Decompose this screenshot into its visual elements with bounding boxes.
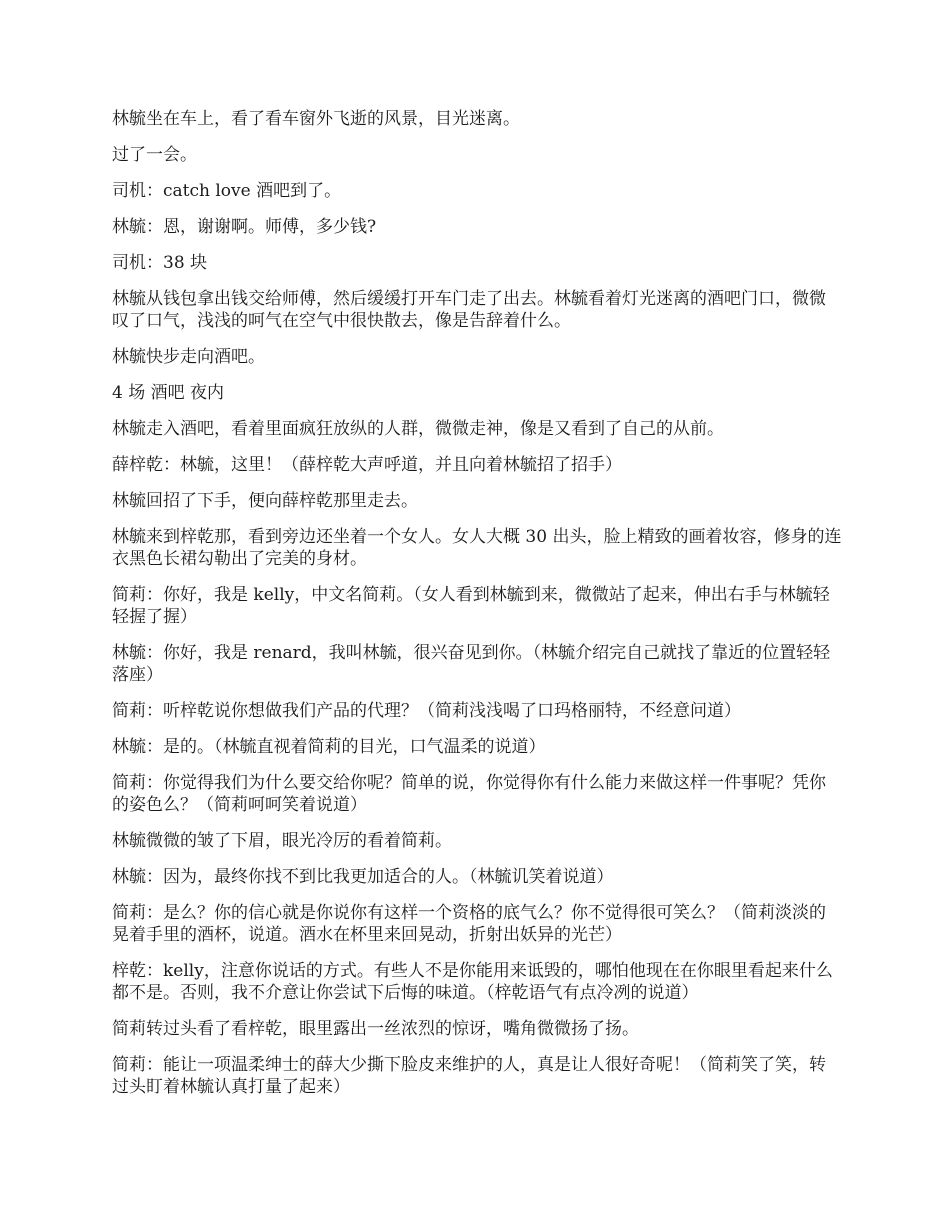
paragraph-12: 林毓来到梓乾那，看到旁边还坐着一个女人。女人大概 30 出头，脸上精致的画着妆容，修身的连衣黑色长裙勾勒出了完美的身材。 bbox=[112, 527, 842, 569]
paragraph-15: 简莉：听梓乾说你想做我们产品的代理？（简莉浅浅喝了口玛格丽特，不经意问道） bbox=[112, 701, 741, 721]
paragraph-1: 林毓坐在车上，看了看车窗外飞逝的风景，目光迷离。 bbox=[112, 109, 520, 129]
paragraph-10: 薛梓乾：林毓，这里！（薛梓乾大声呼道，并且向着林毓招了招手） bbox=[112, 455, 622, 475]
scene-heading: 4 场 酒吧 夜内 bbox=[112, 383, 225, 403]
paragraph-2: 过了一会。 bbox=[112, 145, 197, 165]
paragraph-5: 司机：38 块 bbox=[112, 253, 208, 273]
paragraph-4: 林毓：恩，谢谢啊。师傅，多少钱? bbox=[112, 217, 377, 237]
paragraph-16: 林毓：是的。（林毓直视着简莉的目光，口气温柔的说道） bbox=[112, 737, 546, 757]
paragraph-20: 简莉：是么？你的信心就是你说你有这样一个资格的底气么？你不觉得很可笑么？（简莉淡淡的晃着手里的酒杯，说道。酒水在杯里来回晃动，折射出妖异的光芒） bbox=[112, 903, 826, 945]
paragraph-13: 简莉：你好，我是 kelly，中文名简莉。（女人看到林毓到来，微微站了起来，伸出右手与林毓轻轻握了握） bbox=[112, 585, 830, 627]
paragraph-22: 简莉转过头看了看梓乾，眼里露出一丝浓烈的惊讶，嘴角微微扬了扬。 bbox=[112, 1019, 639, 1039]
paragraph-11: 林毓回招了下手，便向薛梓乾那里走去。 bbox=[112, 491, 418, 511]
paragraph-21: 梓乾：kelly，注意你说话的方式。有些人不是你能用来诋毁的，哪怕他现在在你眼里看起来什么都不是。否则，我不介意让你尝试下后悔的味道。（梓乾语气有点冷冽的说道） bbox=[112, 961, 833, 1003]
paragraph-19: 林毓：因为，最终你找不到比我更加适合的人。（林毓讥笑着说道） bbox=[112, 867, 614, 887]
paragraph-7: 林毓快步走向酒吧。 bbox=[112, 347, 265, 367]
paragraph-17: 简莉：你觉得我们为什么要交给你呢？简单的说，你觉得你有什么能力来做这样一件事呢？凭你的姿色么？（简莉呵呵笑着说道） bbox=[112, 773, 826, 815]
paragraph-3: 司机：catch love 酒吧到了。 bbox=[112, 181, 342, 201]
paragraph-9: 林毓走入酒吧，看着里面疯狂放纵的人群，微微走神，像是又看到了自己的从前。 bbox=[112, 419, 724, 439]
paragraph-18: 林毓微微的皱了下眉，眼光冷厉的看着简莉。 bbox=[112, 831, 452, 851]
script-body bbox=[112, 108, 842, 1112]
paragraph-6: 林毓从钱包拿出钱交给师傅，然后缓缓打开车门走了出去。林毓看着灯光迷离的酒吧门口，微微叹了口气，浅浅的呵气在空气中很快散去，像是告辞着什么。 bbox=[112, 289, 826, 331]
paragraph-14: 林毓：你好，我是 renard，我叫林毓，很兴奋见到你。（林毓介绍完自己就找了靠近的位置轻轻落座） bbox=[112, 643, 831, 685]
paragraph-23: 简莉：能让一项温柔绅士的薛大少撕下脸皮来维护的人，真是让人很好奇呢！（简莉笑了笑，转过头盯着林毓认真打量了起来） bbox=[112, 1055, 826, 1097]
